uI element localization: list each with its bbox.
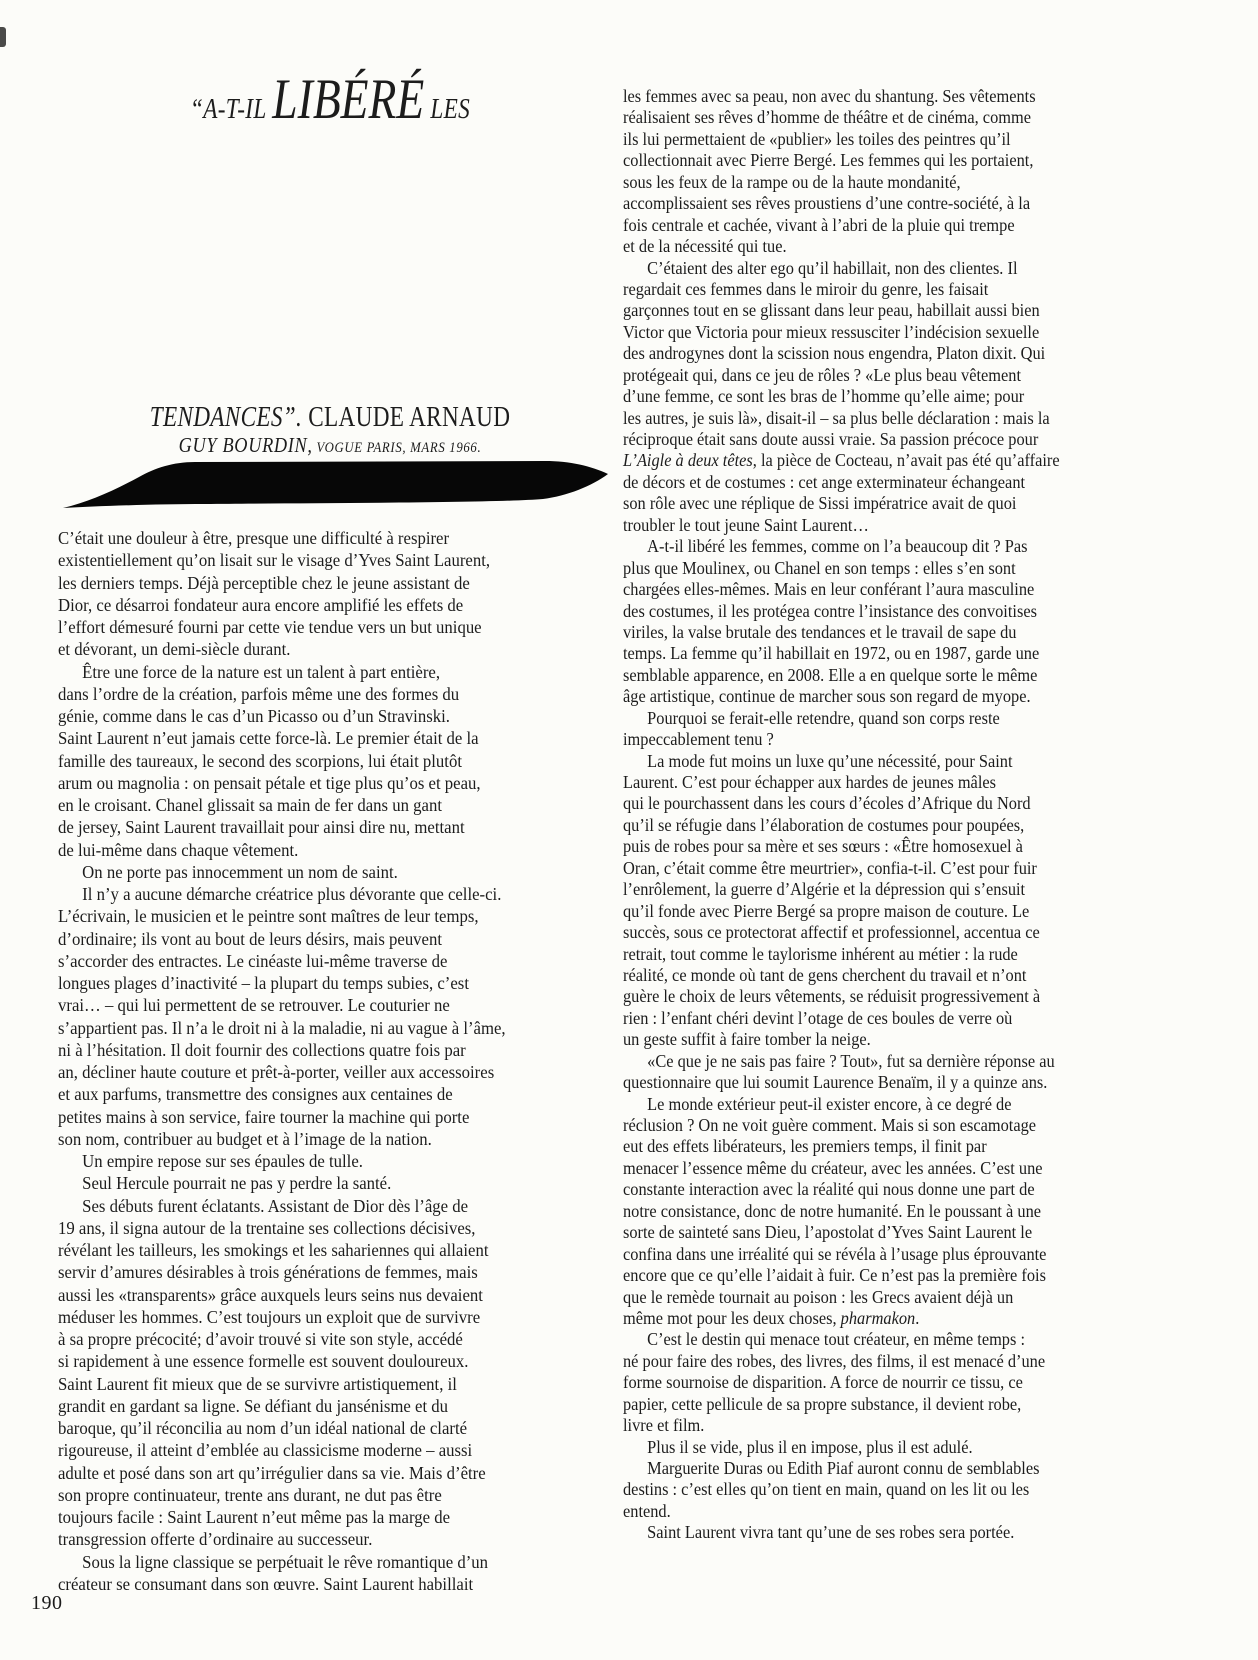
text-line: [58, 883, 506, 905]
text-line: [623, 1287, 1060, 1308]
text-line: [58, 1150, 506, 1172]
text-line: [58, 1484, 506, 1506]
text-line: [623, 107, 1060, 128]
text-line: [98, 370, 562, 402]
text-run: garçonnes tout en se glissant dans leur peau, habillait aussi bien: [623, 300, 1040, 321]
text-run: créateur se consumant dans son œuvre. Saint Laurent habillait: [58, 1573, 474, 1594]
text-run: et dévorant, un demi-siècle durant.: [58, 639, 291, 660]
text-run: qui le pourchassent dans les cours d’écoles d’Afrique du Nord: [623, 793, 1031, 814]
text-line: [623, 215, 1060, 236]
text-line: [58, 1106, 506, 1128]
text-run: famille des taureaux, le second des scorpions, lui était plutôt: [58, 750, 462, 771]
text-line: [58, 594, 506, 616]
text-line: [623, 965, 1060, 986]
text-run: petites mains à son service, faire tourner la machine qui porte: [58, 1106, 470, 1127]
text-line: [58, 1261, 506, 1283]
text-line: [623, 1222, 1060, 1243]
text-line: [623, 751, 1060, 772]
text-line: [623, 172, 1060, 193]
text-run: encore que ce qu’elle l’aidait à fuir. Ce n’est pas la première fois: [623, 1265, 1046, 1286]
text-line: [623, 1501, 1060, 1522]
text-line: [58, 1039, 506, 1061]
text-run: On ne porte pas innocemment un nom de saint.: [82, 861, 398, 882]
text-line: [58, 1462, 506, 1484]
text-run: ni à l’hésitation. Il doit fournir des collections quatre fois par: [58, 1039, 466, 1060]
text-run: regardait ces femmes dans le miroir du genre, les faisait: [623, 278, 989, 299]
text-run: constante interaction avec la réalité qui nous donne une part de: [623, 1179, 1035, 1200]
text-line: [98, 116, 562, 148]
text-line: [623, 150, 1060, 171]
credit-source: VOGUE PARIS, MARS 1966.: [312, 440, 482, 456]
text-line: [58, 705, 506, 727]
text-line: [58, 972, 506, 994]
text-run: vrai… – qui lui permettent de se retrouver. Le couturier ne: [58, 995, 450, 1016]
text-line: [623, 515, 1060, 536]
text-run: Saint Laurent vivra tant qu’une de ses robes sera portée.: [647, 1522, 1015, 1543]
text-line: [623, 408, 1060, 429]
text-run: et aux parfums, transmettre des consignes aux centaines de: [58, 1084, 453, 1105]
text-line: [98, 275, 562, 307]
text-line: [58, 616, 506, 638]
text-line: [623, 1051, 1060, 1072]
text-line: [623, 279, 1060, 300]
text-run: Laurent. C’est pour échapper aux hardes de jeunes mâles: [623, 772, 997, 792]
text-line: [58, 661, 506, 683]
text-line: [58, 1439, 506, 1461]
text-run: TENDANCES”.: [149, 400, 309, 433]
text-line: [623, 772, 1060, 793]
text-line: [623, 536, 1060, 557]
text-line: [98, 68, 562, 131]
text-line: [623, 129, 1060, 150]
text-line: [58, 928, 506, 950]
text-line: [58, 950, 506, 972]
text-run: aussi les «transparents» grâce auxquels leurs seins nus devaient: [58, 1284, 483, 1305]
text-run: Ses débuts furent éclatants. Assistant de Dior dès l’âge de: [82, 1195, 469, 1216]
text-line: [623, 1415, 1060, 1436]
text-line: [98, 148, 562, 180]
text-line: [623, 86, 1060, 107]
text-line: [623, 643, 1060, 664]
text-run: servir d’amures désirables à trois générations de femmes, mais: [58, 1262, 478, 1283]
text-line: [623, 1308, 1060, 1329]
text-run: LIBÉRÉ: [272, 68, 425, 131]
text-run: accomplissaient ses rêves proustiens d’une contre-société, à la: [623, 193, 1031, 214]
text-run: et de la nécessité qui tue.: [623, 236, 787, 257]
text-line: [623, 1008, 1060, 1029]
text-run: Sous la ligne classique se perpétuait le rêve romantique d’un: [82, 1551, 489, 1572]
text-run: génie, comme dans le cas d’un Picasso ou d’un Stravinski.: [58, 706, 450, 726]
text-run: guère le choix de leurs vêtements, se réduisit progressivement à: [623, 986, 1041, 1007]
text-line: [58, 1395, 506, 1417]
text-line: [58, 1172, 506, 1194]
text-line: [623, 858, 1060, 879]
text-run: Être une force de la nature est un talent à part entière,: [82, 661, 441, 682]
text-run: arum ou magnolia : on pensait pétale et tige plus qu’os et peau,: [58, 772, 481, 793]
text-line: [623, 815, 1060, 836]
text-line: [58, 1551, 506, 1573]
text-line: [58, 1284, 506, 1306]
text-run: Saint Laurent n’eut jamais cette force-là. Le premier était de la: [58, 728, 479, 749]
text-run: CLAUDE ARNAUD: [308, 400, 511, 433]
text-run: son propre continuateur, trente ans durant, ne dut pas être: [58, 1484, 442, 1505]
text-run: questionnaire que lui soumit Laurence Benaïm, il y a quinze ans.: [623, 1072, 1048, 1093]
text-line: [623, 1351, 1060, 1372]
text-line: [58, 772, 506, 794]
text-line: [58, 1061, 506, 1083]
text-run: les derniers temps. Déjà perceptible chez le jeune assistant de: [58, 572, 470, 593]
text-line: [623, 1115, 1060, 1136]
text-run: âge artistique, continue de marcher sous son regard de myope.: [623, 686, 1031, 707]
text-line: [623, 622, 1060, 643]
text-run: des costumes, il les protégea contre l’insistance des convoitises: [623, 600, 1037, 621]
text-run: rigoureuse, il atteint d’emblée au classicisme moderne – aussi: [58, 1440, 473, 1461]
text-run: rien : l’enfant chéri devint l’otage de ces boules de verre où: [623, 1007, 1013, 1028]
text-run: Pourquoi se ferait-elle retendre, quand son corps reste: [647, 707, 1000, 728]
text-line: [623, 1136, 1060, 1157]
text-line: [623, 901, 1060, 922]
text-line: [623, 258, 1060, 279]
text-run: A-t-il libéré les femmes, comme on l’a beaucoup dit ? Pas: [647, 536, 1028, 557]
text-line: [623, 922, 1060, 943]
text-line: [58, 1217, 506, 1239]
text-line: [623, 1437, 1060, 1458]
text-run: révélant les tailleurs, les smokings et les sahariennes qui allaient: [58, 1240, 489, 1260]
text-run: toujours facile : Saint Laurent n’eut même pas la marge de: [58, 1507, 451, 1527]
text-line: [98, 211, 562, 243]
text-line: [58, 1528, 506, 1550]
text-run: d’une femme, ce sont les bras de l’homme qu’elle aime; pour: [623, 386, 1025, 407]
text-run: dans l’ordre de la création, parfois même une des formes du: [58, 683, 460, 704]
text-run: si rapidement à une essence formelle est souvent douloureux.: [58, 1351, 469, 1372]
text-line: [623, 493, 1060, 514]
pull-quote: [40, 68, 620, 434]
right-column: [623, 86, 1092, 1544]
text-line: [623, 601, 1060, 622]
text-line: [623, 472, 1060, 493]
text-run: an, décliner haute couture et prêt-à-porter, veiller aux accessoires: [58, 1062, 495, 1082]
text-line: [58, 1083, 506, 1105]
text-line: [623, 1158, 1060, 1179]
text-run: l’enrôlement, la guerre d’Algérie et la dépression qui s’ensuit: [623, 879, 1026, 900]
text-line: [98, 338, 562, 370]
text-run: confina dans une irréalité qui se révéla à l’usage plus éprouvante: [623, 1243, 1047, 1264]
text-run: L’écrivain, le musicien et le peintre sont maîtres de leur temps,: [58, 906, 479, 927]
text-run: de décors et de costumes : cet ange exterminateur échangeant: [623, 471, 1026, 492]
text-run: grandit en gardant sa ligne. Se défiant du jansénisme et du: [58, 1395, 449, 1416]
text-run: La mode fut moins un luxe qu’une nécessité, pour Saint: [647, 750, 1013, 771]
text-run: qu’il fonde avec Pierre Bergé sa propre maison de couture. Le: [623, 900, 1030, 921]
text-line: [623, 322, 1060, 343]
text-run: Seul Hercule pourrait ne pas y perdre la santé.: [82, 1173, 392, 1194]
text-run: les femmes avec sa peau, non avec du shantung. Ses vêtements: [623, 86, 1036, 106]
text-line: [623, 1201, 1060, 1222]
text-run: des androgynes dont la scission nous engendra, Platon dixit. Qui: [623, 343, 1046, 364]
text-run: Oran, c’était comme être meurtrier», confia-t-il. C’est pour fuir: [623, 857, 1037, 878]
text-run: réclusion ? On ne voit guère comment. Mais si son escamotage: [623, 1115, 1037, 1135]
text-run: né pour faire des robes, des livres, des films, il est menacé d’une: [623, 1350, 1046, 1371]
text-line: [623, 1094, 1060, 1115]
text-line: [98, 402, 562, 434]
text-run: chargées elles-mêmes. Mais en leur conférant l’aura masculine: [623, 579, 1035, 600]
text-line: [98, 307, 562, 339]
text-line: [58, 727, 506, 749]
photo-credit: [84, 433, 577, 458]
text-run: papier, cette pellicule de sa propre substance, il devient robe,: [623, 1393, 1022, 1414]
text-line: [623, 793, 1060, 814]
text-line: [623, 708, 1060, 729]
text-line: [58, 1573, 506, 1595]
text-run: C’est le destin qui menace tout créateur, en même temps :: [647, 1329, 1026, 1350]
text-line: [58, 1195, 506, 1217]
text-run: en le croisant. Chanel glissait sa main de fer dans un gant: [58, 795, 442, 815]
text-run: Il n’y a aucune démarche créatrice plus dévorante que celle-ci.: [82, 884, 502, 904]
text-run: transgression offerte d’ordinaire au successeur.: [58, 1529, 373, 1550]
text-run: impeccablement tenu ?: [623, 729, 774, 750]
text-line: [623, 300, 1060, 321]
text-run: Le monde extérieur peut-il exister encore, à ce degré de: [647, 1093, 1012, 1114]
text-run: entend.: [623, 1500, 671, 1521]
text-line: [623, 365, 1060, 386]
text-run: Dior, ce désarroi fondateur aura encore amplifié les effets de: [58, 594, 464, 615]
text-line: [623, 1458, 1060, 1479]
text-run: temps. La femme qu’il habillait en 1972, ou en 1987, garde une: [623, 643, 1040, 664]
text-line: [623, 193, 1060, 214]
text-run: 19 ans, il signa autour de la trentaine ses collections décisives,: [58, 1217, 476, 1238]
text-run: notre consistance, donc de notre humanité. En le poussant à une: [623, 1200, 1042, 1221]
text-run: collectionnait avec Pierre Bergé. Les femmes qui les portaient,: [623, 150, 1034, 171]
text-run: “A-T-IL: [189, 93, 273, 125]
text-line: [623, 1522, 1060, 1543]
text-run: Victor que Victoria pour mieux ressusciter l’indécision sexuelle: [623, 321, 1040, 342]
text-line: [623, 729, 1060, 750]
text-run: un geste suffit à faire tomber la neige.: [623, 1029, 871, 1050]
black-swoosh-graphic: [55, 458, 615, 520]
text-line: [58, 638, 506, 660]
text-run: forme sournoise de disparition. A force de nourrir ce tissu, ce: [623, 1372, 1023, 1393]
text-line: [58, 1328, 506, 1350]
text-run: sous les feux de la rampe ou de la haute mondanité,: [623, 171, 961, 192]
text-line: [58, 1239, 506, 1261]
text-line: [58, 839, 506, 861]
text-line: [623, 1329, 1060, 1350]
left-column: [58, 527, 539, 1595]
text-line: [58, 1017, 506, 1039]
text-line: [623, 879, 1060, 900]
text-run: fois centrale et cachée, vivant à l’abri de la pluie qui trempe: [623, 214, 1015, 235]
text-line: [623, 1394, 1060, 1415]
text-run: méduser les hommes. C’est toujours un exploit que de survivre: [58, 1306, 481, 1327]
text-line: [58, 549, 506, 571]
text-line: [623, 836, 1060, 857]
scan-artifact: [0, 27, 6, 47]
photographer-name: GUY BOURDIN,: [178, 433, 313, 457]
text-run: existentiellement qu’on lisait sur le visage d’Yves Saint Laurent,: [58, 550, 491, 571]
text-run: à sa propre précocité; d’avoir trouvé si vite son style, accédé: [58, 1329, 463, 1349]
text-run: qu’il se réfugie dans l’élaboration de costumes pour poupées,: [623, 814, 1025, 835]
text-run: sorte de sainteté sans Dieu, l’apostolat d’Yves Saint Laurent le: [623, 1222, 1033, 1243]
text-run: «Ce que je ne sais pas faire ? Tout», fut sa dernière réponse au: [647, 1050, 1055, 1071]
text-run: Un empire repose sur ses épaules de tulle.: [82, 1151, 363, 1171]
text-line: [623, 1372, 1060, 1393]
text-run: que le remède tournait au poison : les Grecs avaient déjà un: [623, 1286, 1014, 1307]
text-run: protégeait qui, dans ce jeu de rôles ? «Le plus beau vêtement: [623, 364, 1022, 385]
text-line: [623, 558, 1060, 579]
text-line: [58, 1373, 506, 1395]
text-run: , la pièce de Cocteau, n’avait pas été qu’affaire: [752, 450, 1060, 471]
text-line: [58, 1506, 506, 1528]
text-line: [623, 686, 1060, 707]
text-run: semblable apparence, en 2008. Elle a en quelque sorte le même: [623, 664, 1038, 685]
text-run: d’ordinaire; ils vont au bout de leurs désirs, mais peuvent: [58, 928, 443, 949]
text-line: [623, 386, 1060, 407]
text-run: LES: [424, 93, 471, 125]
text-run: ils lui permettaient de «publier» les toiles des peintres qu’il: [623, 128, 1011, 149]
text-line: [623, 944, 1060, 965]
text-run: viriles, la valse brutale des tendances et le travail de sape du: [623, 621, 1017, 642]
text-run: Plus il se vide, plus il en impose, plus il est adulé.: [647, 1436, 973, 1457]
text-run: troubler le tout jeune Saint Laurent…: [623, 514, 869, 535]
text-run: son rôle avec une réplique de Sissi impératrice avait de quoi: [623, 493, 1017, 514]
text-line: [623, 343, 1060, 364]
text-run: livre et film.: [623, 1415, 705, 1436]
text-run: même mot pour les deux choses,: [623, 1307, 841, 1328]
text-run: les autres, je suis là», disait-il – sa plus belle déclaration : mais la: [623, 407, 1050, 428]
text-line: [623, 1179, 1060, 1200]
text-run: de lui-même dans chaque vêtement.: [58, 839, 299, 860]
text-line: [58, 794, 506, 816]
text-line: [623, 236, 1060, 257]
text-run: réalité, ce monde où tant de gens cherchent du travail et n’ont: [623, 964, 1027, 985]
text-run: succès, sous ce protectorat affectif et professionnel, accentua ce: [623, 922, 1040, 943]
text-line: [98, 179, 562, 211]
text-run: adulte et posé dans son art qu’irrégulier dans sa vie. Mais d’être: [58, 1462, 486, 1483]
text-line: [58, 861, 506, 883]
text-line: [623, 665, 1060, 686]
text-line: [623, 986, 1060, 1007]
text-line: [58, 683, 506, 705]
text-run: .: [915, 1307, 920, 1328]
text-run: retrait, tout comme le taylorisme inhérent au métier : la rude: [623, 943, 1018, 964]
text-line: [623, 429, 1060, 450]
text-line: [623, 1265, 1060, 1286]
text-run: pharmakon: [840, 1307, 916, 1328]
text-line: [58, 994, 506, 1016]
text-run: l’effort démesuré fourni par cette vie tendue vers un but unique: [58, 617, 482, 637]
text-line: [58, 527, 506, 549]
text-run: Marguerite Duras ou Edith Piaf auront connu de semblables: [647, 1458, 1040, 1478]
text-run: réalisaient ses rêves d’homme de théâtre et de cinéma, comme: [623, 107, 1031, 128]
text-line: [58, 905, 506, 927]
text-run: C’étaient des alter ego qu’il habillait, non des clientes. Il: [647, 257, 1018, 278]
page-number: 190: [31, 1592, 63, 1614]
text-run: de jersey, Saint Laurent travaillait pour ainsi dire nu, mettant: [58, 817, 465, 838]
text-run: Saint Laurent fit mieux que de se survivre artistiquement, il: [58, 1373, 457, 1394]
text-line: [623, 1479, 1060, 1500]
text-run: s’accorder des entractes. Le cinéaste lui-même traverse de: [58, 950, 448, 971]
text-run: plus que Moulinex, ou Chanel en son temps : elles s’en sont: [623, 557, 1016, 578]
text-run: menacer l’essence même du créateur, avec les années. C’est une: [623, 1157, 1043, 1178]
text-run: baroque, qu’il réconcilia au nom d’un idéal national de clarté: [58, 1418, 468, 1438]
text-line: [58, 1306, 506, 1328]
text-line: [58, 750, 506, 772]
text-run: réciproque était sans doute aussi vraie. Sa passion précoce pour: [623, 429, 1039, 449]
text-line: [623, 1244, 1060, 1265]
text-line: [623, 579, 1060, 600]
text-line: [58, 1128, 506, 1150]
text-line: [58, 572, 506, 594]
text-line: [58, 1350, 506, 1372]
text-run: destins : c’est elles qu’on tient en main, quand on les lit ou les: [623, 1479, 1030, 1500]
text-run: eut des effets libérateurs, les premiers temps, il finit par: [623, 1136, 987, 1157]
text-run: L’Aigle à deux têtes: [623, 450, 753, 471]
text-line: [98, 243, 562, 275]
text-line: [58, 1417, 506, 1439]
text-line: [623, 1029, 1060, 1050]
text-run: puis de robes pour sa mère et ses sœurs : «Être homosexuel à: [623, 836, 1023, 857]
text-line: [623, 1072, 1060, 1093]
text-line: [623, 450, 1060, 471]
text-run: son nom, contribuer au budget et à l’image de la nation.: [58, 1128, 432, 1149]
text-run: s’appartient pas. Il n’a le droit ni à la maladie, ni au vague à l’âme,: [58, 1017, 506, 1038]
text-run: C’était une douleur à être, presque une difficulté à respirer: [58, 528, 450, 548]
text-run: longues plages d’inactivité – la plupart du temps subies, c’est: [58, 973, 469, 993]
text-line: [58, 816, 506, 838]
